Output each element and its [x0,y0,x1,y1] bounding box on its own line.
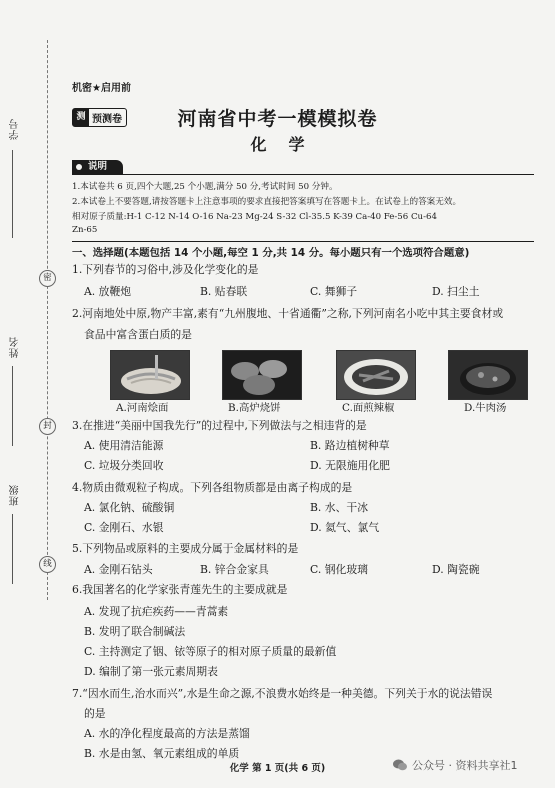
wechat-watermark [392,757,518,773]
question-7-option-b: B. 水是由氢、氧元素组成的单质 [84,747,240,760]
question-7-stem: 7.“因水而生,治水而兴”,水是生命之源,不浪费水始终是一种美德。下列关于水的说法错误 [72,687,493,700]
name-blank [12,366,13,446]
question-2-option-a: A.河南烩面 [116,402,169,414]
badge-icon: 测 [73,109,89,126]
confidential-mark: 机密★启用前 [72,83,131,94]
wechat-icon [392,757,408,773]
exam-subject: 化学 [250,135,327,154]
question-6-stem: 6.我国著名的化学家张青莲先生的主要成就是 [72,583,288,596]
notice-tab-label: 说明 [88,161,108,172]
section-heading: 一、选择题(本题包括 14 个小题,每空 1 分,共 14 分。每小题只有一个选项符合题意) [72,247,470,259]
question-6-option-c: C. 主持测定了铟、铱等原子的相对原子质量的最新值 [84,645,337,658]
question-4-option-a: A. 氯化钠、硫酸铜 [84,501,175,514]
question-5-option-d: D. 陶瓷碗 [432,563,480,576]
notice-top-rule [72,174,534,175]
question-6-option-d: D. 编制了第一张元素周期表 [84,665,218,678]
question-1-option-c: C. 舞狮子 [310,285,358,298]
notice-line-2: 2.本试卷上不要答题,请按答题卡上注意事项的要求直接把答案填写在答题卡上。在试卷上的答案无效。 [72,197,462,207]
question-1-option-a: A. 放鞭炮 [84,285,132,298]
question-3-option-d: D. 无限施用化肥 [310,459,390,472]
question-3-option-b: B. 路边植树种草 [310,439,390,452]
seal-char-mi: 密 [39,270,56,287]
notice-line-1: 1.本试卷共 6 页,四个大题,25 个小题,满分 50 分,考试时间 50 分钟。 [72,182,338,192]
question-4-option-b: B. 水、干冰 [310,501,368,514]
question-4-option-d: D. 氦气、氯气 [310,521,380,534]
bullet-icon [76,164,82,170]
class-label: 班级 [10,484,21,506]
food-photo-shaobing [222,350,302,400]
question-4-option-c: C. 金刚石、水银 [84,521,164,534]
seal-char-xian: 线 [39,556,56,573]
question-3-stem: 3.在推进“美丽中国我先行”的过程中,下列做法与之相违背的是 [72,419,367,432]
question-5-option-c: C. 钢化玻璃 [310,563,368,576]
notice-line-3: 相对原子质量:H-1 C-12 N-14 O-16 Na-23 Mg-24 S-32 Cl-35.5 K-39 Ca-40 Fe-56 Cu-64 [72,212,437,222]
seal-char-feng: 封 [39,418,56,435]
watermark-text: 公众号 · 资料共享社1 [412,759,518,772]
name-label: 姓名 [10,336,21,358]
question-3-option-a: A. 使用清洁能源 [84,439,164,452]
question-2-option-c: C.面煎辣椒 [342,402,395,414]
question-7-stem-continued: 的是 [84,707,106,720]
student-id-blank [12,150,13,238]
question-5-option-a: A. 金刚石钻头 [84,563,153,576]
badge-label: 预测卷 [92,114,122,125]
question-6-option-b: B. 发明了联合制碱法 [84,625,186,638]
question-7-option-a: A. 水的净化程度最高的方法是蒸馏 [84,727,250,740]
question-1-stem: 1.下列春节的习俗中,涉及化学变化的是 [72,263,259,276]
question-2-option-b: B.高炉烧饼 [228,402,281,414]
food-photo-niurou-tang [448,350,528,400]
question-2-option-d: D.牛肉汤 [464,402,507,414]
question-3-option-c: C. 垃圾分类回收 [84,459,164,472]
question-4-stem: 4.物质由微观粒子构成。下列各组物质都是由离子构成的是 [72,481,353,494]
question-1-option-b: B. 贴春联 [200,285,248,298]
page-footer: 化学 第 1 页(共 6 页) [229,763,326,774]
class-blank [12,514,13,584]
notice-line-4: Zn-65 [72,225,98,235]
notice-tab [72,160,123,174]
question-2-stem-continued: 食品中富含蛋白质的是 [84,328,192,341]
question-5-stem: 5.下列物品或原料的主要成分属于金属材料的是 [72,542,299,555]
food-photo-lajiao [336,350,416,400]
student-id-label: 学号 [10,118,21,140]
question-5-option-b: B. 锌合金家具 [200,563,269,576]
question-6-option-a: A. 发现了抗疟疾药——青蒿素 [84,605,229,618]
exam-title: 河南省中考一模模拟卷 [177,108,378,130]
question-1-option-d: D. 扫尘土 [432,285,480,298]
question-2-stem: 2.河南地处中原,物产丰富,素有“九州腹地、十省通衢”之称,下列河南名小吃中其主要食材或 [72,307,504,320]
notice-bottom-rule [72,241,534,242]
food-photo-huimian [110,350,190,400]
